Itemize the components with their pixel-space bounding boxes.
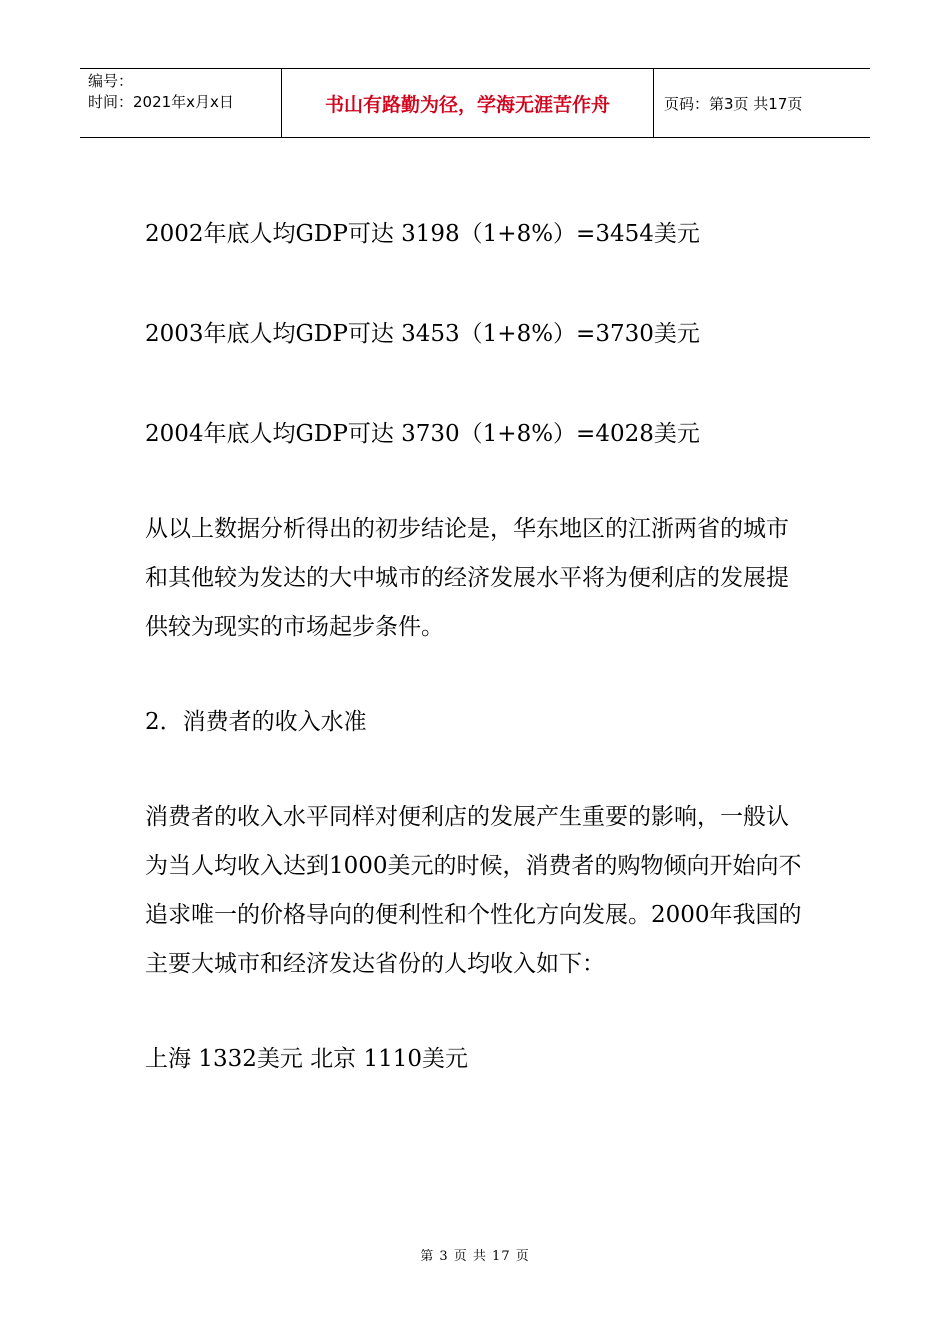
income-paragraph: 消费者的收入水平同样对便利店的发展产生重要的影响，一般认为当人均收入达到1000美元的时候，消费者的购物倾向开始向不追求唯一的价格导向的便利性和个性化方向发展。2000年我国的主要大城市和经济发达省份的人均收入如下： — [145, 804, 802, 977]
document-body — [145, 210, 810, 1135]
city-incomes: 上海 1332美元 北京 1110美元 — [145, 1046, 468, 1072]
page-header — [80, 68, 870, 138]
header-motto: 书山有路勤为径，学海无涯苦作舟 — [282, 69, 654, 137]
date-label: 时间：2021年x月x日 — [88, 93, 234, 111]
gdp-line-2003: 2003年底人均GDP可达 3453（1+8%）=3730美元 — [145, 321, 700, 347]
section-heading: 2．消费者的收入水准 — [145, 709, 367, 735]
gdp-line-2002: 2002年底人均GDP可达 3198（1+8%）=3454美元 — [145, 221, 700, 247]
page-footer: 第 3 页 共 17 页 — [420, 1249, 530, 1264]
gdp-line-2004: 2004年底人均GDP可达 3730（1+8%）=4028美元 — [145, 421, 700, 447]
header-page-info: 页码：第3页 共17页 — [664, 94, 803, 113]
code-label: 编号： — [88, 72, 134, 90]
conclusion-paragraph: 从以上数据分析得出的初步结论是，华东地区的江浙两省的城市和其他较为发达的大中城市的经济发展水平将为便利店的发展提供较为现实的市场起步条件。 — [145, 516, 789, 640]
header-meta — [80, 69, 282, 137]
